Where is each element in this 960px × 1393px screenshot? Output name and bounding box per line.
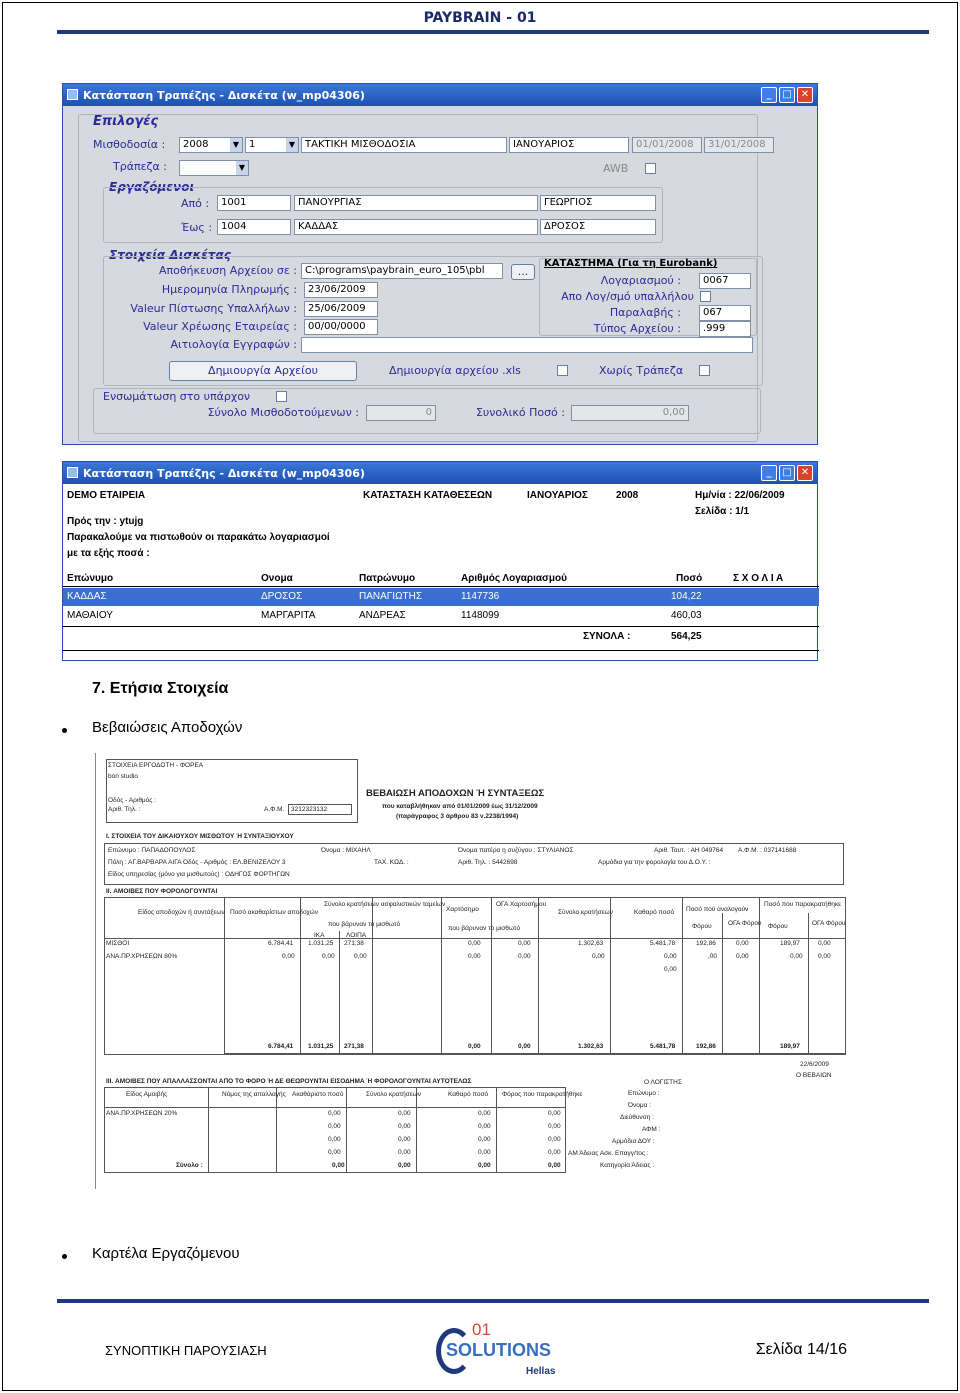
- xls-label: Δημιουργία αρχείου .xls: [389, 364, 521, 377]
- from-name-field: ΓΕΩΡΓΙΟΣ: [540, 195, 656, 211]
- account-input[interactable]: 0067: [699, 273, 751, 289]
- filetype-input[interactable]: .999: [699, 321, 751, 337]
- to-name-field: ΔΡΟΣΟΣ: [540, 219, 656, 235]
- chevron-down-icon: ▼: [286, 138, 298, 152]
- total-amount-field: 0,00: [571, 405, 689, 421]
- bullet-employee-card: Καρτέλα Εργαζόμενου: [92, 1245, 240, 1262]
- section-heading: 7. Ετήσια Στοιχεία: [92, 680, 229, 697]
- report-company: DEMO ΕΤΑΙΡΕΙΑ: [67, 490, 146, 501]
- col-surname: Επώνυμο: [67, 573, 114, 584]
- nobank-checkbox[interactable]: [699, 365, 710, 376]
- report-title: ΚΑΤΑΣΤΑΣΗ ΚΑΤΑΘΕΣΕΩΝ: [363, 490, 493, 501]
- options-title: Επιλογές: [93, 114, 159, 129]
- xls-checkbox[interactable]: [557, 365, 568, 376]
- payroll-type-field: ΤΑΚΤΙΚΗ ΜΙΣΘΟΔΟΣΙΑ: [301, 137, 507, 153]
- page-number: Σελίδα 14/16: [755, 1341, 847, 1358]
- close-icon[interactable]: ✕: [797, 87, 813, 103]
- browse-button[interactable]: ...: [511, 264, 535, 280]
- window-titlebar[interactable]: [63, 84, 817, 106]
- app-icon: [67, 89, 78, 100]
- app-icon: [67, 467, 78, 478]
- payroll-year-select[interactable]: 2008 ▼: [179, 137, 243, 153]
- chevron-down-icon: ▼: [230, 138, 242, 152]
- report-page: Σελίδα : 1/1: [695, 506, 750, 517]
- valeur-co-label: Valeur Χρέωσης Εταιρείας :: [143, 320, 297, 333]
- table-row: ΑΝΑ.ΠΡ.ΧΡΗΣΕΩΝ 20%: [106, 1110, 178, 1117]
- earnings-certificate: ΣΤΟΙΧΕΙΑ ΕΡΓΟΔΟΤΗ - ΦΟΡΕΑ bon studio Οδός - Αριθμός : Αριθ. Τηλ. : Α.Φ.Μ. 3212323132 ΒΕΒΑΙΩΣΗ ΑΠΟΔΟΧΩΝ Ή ΣΥΝΤΑΞΕΩΣ που καταβλήθηκαν από 01/01/2009 έως 31/12/2009 (παράγραφος 3 άρθρου 83 ν.2238/1994) I. ΣΤΟΙΧΕΙΑ ΤΟΥ ΔΙΚΑΙΟΥΧΟΥ ΜΙΣΘΩΤΟΥ Ή ΣΥΝΤΑΞΙΟΥΧΟΥ Επώνυμο : ΠΑΠΑΔΟΠΟΥΛΟΣ Όνομα : ΜΙΧΑΗΛ Όνομα πατέρα η συζύγου : ΣΤΥΛΙΑΝΟΣ Αριθ. Ταυτ. : ΑΗ 049764 Α.Φ.Μ. : 037141688 Πόλη : ΑΓ.ΒΑΡΒΑΡΑ ΑΙΓΑ Οδός - Αριθμός : ΕΛ.ΒΕΝΙΖΕΛΟΥ 3 ΤΑΧ. ΚΩΔ. : Αριθ. Τηλ. : 5442698 Αρμόδια για την φορολογία του Δ.Ο.Υ. : Είδος υπηρεσίας (μόνο για μισθωτούς) : ΟΔΗΓΟΣ ΦΟΡΤΗΓΩΝ II. ΑΜΟΙΒΕΣ ΠΟΥ ΦΟΡΟΛΟΓΟΥΝΤΑΙ Είδος αποδοχών ή συντάξεων Ποσό ακαθαρίστων αποδοχών Σύνολο κρατήσεων ασφαλιστικών ταμείων που βάρυναν το μισθωτό ΙΚΑ ΛΟΙΠΑ Χαρτόσημο ΟΓΑ Χαρτοσήμου που βάρυναν το μισθωτό Σύνολο κρατήσεων Καθαρό ποσό Ποσό πού αναλογούν Φόρου ΟΓΑ Φόρου Ποσό που παρακρατήθηκε Φόρου ΟΓΑ Φόρου ΜΙΣΘΟΙ 6.784,41 1.031,25 271,38 0,00 0,00 1.302,63 5.481,78 192,86 0,00 189,97 0,00 ΑΝΑ.ΠΡ.ΧΡΗΣΕΩΝ 80% 0,00 0,00 0,00 0,00 0,00 0,00 0,00 ,00 0,00 0,00 0,00 0,00 6.784,41 1.031,25 271,38 0,00 0,00 1.302,63 5.481,78 192,86 189,97 22/6/2009 Ο ΒΕΒΑΙΩΝ III. ΑΜΟΙΒΕΣ ΠΟΥ ΑΠΑΛΛΑΣΣΟΝΤΑΙ ΑΠΟ ΤΟ ΦΟΡΟ Ή ΔΕ ΘΕΩΡΟΥΝΤΑΙ ΕΙΣΟΔΗΜΑ Ή ΦΟΡΟΛΟΓΟΥΝΤΑΙ ΑΥΤΟΤΕΛΩΣ Είδος Αμοιβής Νόμος της απαλλαγής Ακαθάριστο ποσό Σύνολο κρατήσεων Καθαρό ποσό Φόρος που παρακρατήθηκε ΑΝΑ.ΠΡ.ΧΡΗΣΕΩΝ 20% 0,00 0,00 0,00 0,00 0,00 0,00 0,00 0,00 0,00 0,00 0,00 0,00 0,00 0,00 0,00 0,00 Σύνολο : 0,00 0,00 0,00 0,00 Ο ΛΟΓΙΣΤΗΣ Επώνυμο : Όνομα : Διεύθυνση : ΑΦΜ : Αρμόδια ΔΟΥ : ΑΜ Άδειας Ασκ. Επαγγ/τος : Κατηγορία Άδειας :: [95, 753, 850, 1189]
- receive-input[interactable]: 067: [699, 305, 751, 321]
- header-rule: [57, 30, 929, 34]
- valeur-emp-label: Valeur Πίστωσης Υπαλλήλων :: [130, 302, 297, 315]
- window2-titlebar[interactable]: [63, 462, 817, 484]
- report-line2: με τα εξής ποσά :: [67, 548, 150, 559]
- report-date: Ημ/νία : 22/06/2009: [695, 490, 785, 501]
- emp-account-checkbox[interactable]: [700, 291, 711, 302]
- maximize-icon[interactable]: □: [779, 465, 795, 481]
- date-to-field: 31/01/2008: [704, 137, 774, 153]
- bullet-icon: [62, 728, 67, 733]
- page-header-title: PAYBRAIN - 01: [423, 10, 537, 26]
- date-from-field: 01/01/2008: [632, 137, 702, 153]
- report-line1: Παρακαλούμε να πιστωθούν οι παρακάτω λογαριασμοί: [67, 532, 330, 543]
- save-path-label: Αποθήκευση Αρχείου σε :: [158, 264, 297, 277]
- report-month: ΙΑΝΟΥΑΡΙΟΣ: [527, 490, 588, 501]
- col-amount: Ποσό: [676, 573, 703, 584]
- awb-label: AWB: [603, 162, 629, 175]
- reason-input[interactable]: [301, 337, 753, 353]
- col-father: Πατρώνυμο: [359, 573, 416, 584]
- save-path-input[interactable]: C:\programs\paybrain_euro_105\pbl: [301, 263, 503, 279]
- report-total: 564,25: [671, 631, 702, 642]
- table-row[interactable]: ΚΑΔΔΑΣ ΔΡΟΣΟΣ ΠΑΝΑΓΙΩΤΗΣ 1147736 104,22: [63, 588, 819, 606]
- bullet-icon: [62, 1254, 67, 1259]
- bank-label: Τράπεζα :: [113, 160, 167, 173]
- filetype-label: Τύπος Αρχείου :: [593, 322, 681, 335]
- minimize-icon[interactable]: _: [761, 87, 777, 103]
- account-label: Λογαριασμού :: [600, 274, 681, 287]
- awb-checkbox[interactable]: [645, 163, 656, 174]
- window2-title: Κατάσταση Τραπέζης - Δισκέτα (w_mp04306): [83, 466, 365, 480]
- valeur-emp-input[interactable]: 25/06/2009: [304, 301, 378, 317]
- footer-rule: [57, 1299, 929, 1303]
- paydate-input[interactable]: 23/06/2009: [304, 282, 378, 298]
- total-count-label: Σύνολο Μισθοδοτούμενων :: [207, 406, 359, 419]
- disk-title: Στοιχεία Δισκέτας: [109, 248, 231, 262]
- create-file-button[interactable]: Δημιουργία Αρχείου: [169, 361, 357, 381]
- report-total-label: ΣΥΝΟΛΑ :: [583, 631, 631, 642]
- valeur-co-input[interactable]: 00/00/0000: [304, 319, 378, 335]
- branch-title: ΚΑΤΑΣΤΗΜΑ (Για τη Eurobank): [544, 258, 718, 269]
- minimize-icon[interactable]: _: [761, 465, 777, 481]
- merge-label: Ενσωμάτωση στο υπάρχον: [103, 390, 251, 403]
- nobank-label: Χωρίς Τράπεζα: [599, 364, 684, 377]
- merge-checkbox[interactable]: [276, 391, 287, 402]
- total-count-field: 0: [366, 405, 436, 421]
- payroll-month-field: ΙΑΝΟΥΑΡΙΟΣ: [509, 137, 629, 153]
- close-icon[interactable]: ✕: [797, 465, 813, 481]
- table-row: ΜΙΣΘΟΙ: [106, 940, 130, 947]
- report-to: Πρός την : ytujg: [67, 516, 144, 527]
- window-title: Κατάσταση Τραπέζης - Δισκέτα (w_mp04306): [83, 88, 365, 102]
- table-row[interactable]: ΜΑΘΑΙΟΥ ΜΑΡΓΑΡΙΤΑ ΑΝΔΡΕΑΣ 1148099 460,03: [67, 610, 702, 621]
- table-row: ΑΝΑ.ΠΡ.ΧΡΗΣΕΩΝ 80%: [106, 953, 178, 960]
- company-logo: 01 SOLUTIONS Hellas: [432, 1322, 562, 1382]
- from-code-input[interactable]: 1001: [217, 195, 291, 211]
- from-label: Από :: [181, 197, 210, 210]
- to-surname-field: ΚΑΔΔΑΣ: [294, 219, 538, 235]
- col-account: Αριθμός Λογαριασμού: [461, 573, 567, 584]
- bank-report-window: [62, 461, 818, 661]
- certificate-title: ΒΕΒΑΙΩΣΗ ΑΠΟΔΟΧΩΝ Ή ΣΥΝΤΑΞΕΩΣ: [366, 788, 545, 799]
- chevron-down-icon: ▼: [236, 161, 248, 175]
- total-amount-label: Συνολικό Ποσό :: [475, 406, 565, 419]
- receive-label: Παραλαβής :: [609, 306, 681, 319]
- col-name: Ονομα: [261, 573, 293, 584]
- reason-label: Αιτιολογία Εγγραφών :: [170, 338, 297, 351]
- col-notes: Σ Χ Ο Λ Ι Α: [733, 573, 784, 584]
- emp-account-label: Απο Λογ/σμό υπαλλήλου: [561, 290, 694, 303]
- footer-left-text: ΣΥΝΟΠΤΙΚΗ ΠΑΡΟΥΣΙΑΣΗ: [105, 1343, 267, 1358]
- bank-select[interactable]: [179, 160, 249, 176]
- maximize-icon[interactable]: □: [779, 87, 795, 103]
- to-label: Έως :: [181, 221, 213, 234]
- paydate-label: Ημερομηνία Πληρωμής :: [161, 283, 297, 296]
- bank-disk-window: [62, 83, 818, 445]
- to-code-input[interactable]: 1004: [217, 219, 291, 235]
- employees-title: Εργαζόμενοι: [109, 180, 195, 194]
- payroll-label: Μισθοδοσία :: [93, 138, 166, 151]
- report-year: 2008: [616, 490, 639, 501]
- bullet-earnings-certificates: Βεβαιώσεις Αποδοχών: [92, 719, 243, 736]
- from-surname-field: ΠΑΝΟΥΡΓΙΑΣ: [294, 195, 538, 211]
- payroll-number-select[interactable]: 1 ▼: [245, 137, 299, 153]
